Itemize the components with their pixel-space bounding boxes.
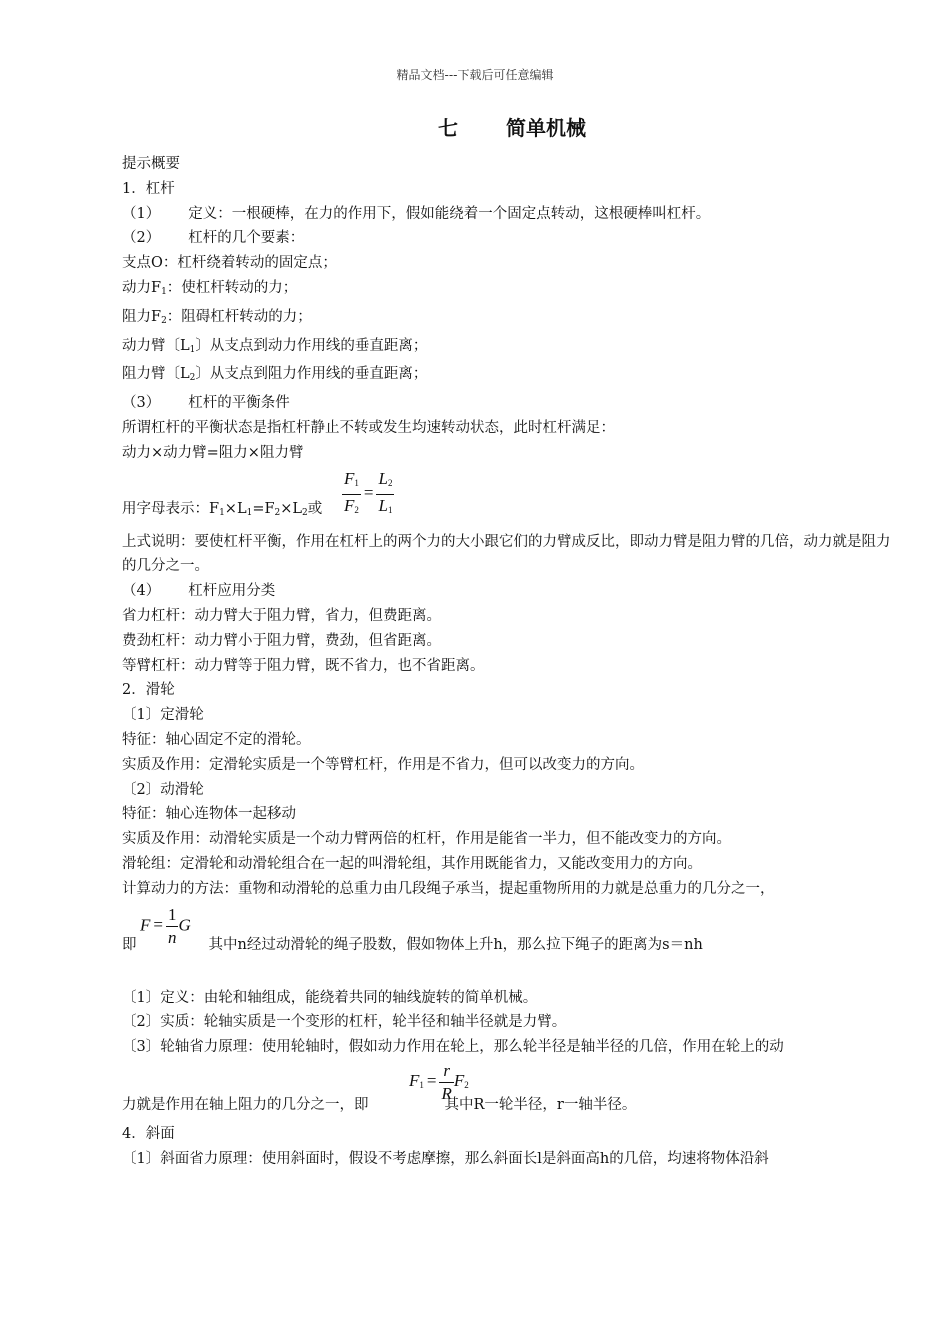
balance-condition-heading: （3） 杠杆的平衡条件 xyxy=(122,395,290,412)
incline-principle: 〔1〕斜面省力原理：使用斜面时，假设不考虑摩擦，那么斜面长l是斜面高h的几倍，均速将物体沿斜 xyxy=(122,1150,769,1167)
pulley-formula: F = $\frac{1}{n}$ G xyxy=(140,904,191,947)
pulley-block-text: 滑轮组：定滑轮和动滑轮组合在一起的叫滑轮组，其作用既能省力，又能改变用力的方向。 xyxy=(122,855,702,872)
balance-equation-text: 动力×动力臂=阻力×阻力臂 xyxy=(122,444,304,461)
page-title xyxy=(0,112,950,141)
equal-arm-lever: 等臂杠杆：动力臂等于阻力臂，既不省力，也不省距离。 xyxy=(122,657,485,674)
movable-pulley-feature: 特征：轴心连物体一起移动 xyxy=(122,806,296,823)
page-header: 精品文档---下载后可任意编辑 xyxy=(396,68,554,82)
pulley-formula-line: 即 其中n经过动滑轮的绳子股数，假如物体上升h，那么拉下绳子的距离为s＝nh F = $\frac{1}{n}$ G xyxy=(122,904,703,953)
lever-formula-line: 用字母表示：$F_1\times L_1=F_2\times L_2$或 $\frac{F_1}{F_2}$ = $\frac{L_2}{L_1}$ xyxy=(122,466,892,530)
heading-lever: 1．杠杆 xyxy=(122,180,175,197)
lever-classification-heading: （4） 杠杆应用分类 xyxy=(122,583,276,600)
chapter-title: 简单机械 xyxy=(506,116,586,140)
lever-explanation: 上式说明：要使杠杆平衡，作用在杠杆上的两个力的大小跟它们的力臂成反比，即动力臂是阻力臂的几倍，动力就是阻力的几分之一。 xyxy=(122,533,891,575)
fixed-pulley-essence: 实质及作用：定滑轮实质是一个等臂杠杆，作用是不省力，但可以改变力的方向。 xyxy=(122,756,644,773)
balance-state-text: 所谓杠杆的平衡状态是指杠杆静止不转或发生均速转动状态，此时杠杆满足： xyxy=(122,419,615,436)
movable-pulley-essence: 实质及作用：动滑轮实质是一个动力臂两倍的杠杆，作用是能省一半力，但不能改变力的方向。 xyxy=(122,831,731,848)
wheel-axle-formula-line: 力就是作用在轴上阻力的几分之一，即 其中R一轮半径，r一轴半径。 $F_1$ = $\frac{r}{R}$ $F_2$ xyxy=(122,1060,637,1114)
movable-pulley-heading: 〔2〕动滑轮 xyxy=(122,781,204,798)
force-costing-lever: 费劲杠杆：动力臂小于阻力臂，费劲，但省距离。 xyxy=(122,632,441,649)
heading-incline: 4．斜面 xyxy=(122,1125,175,1142)
fulcrum-text: 支点O：杠杆绕着转动的固定点； xyxy=(122,255,337,272)
effort-force-text: 动力$F_1$：使杠杆转动的力； xyxy=(122,279,298,297)
document-body xyxy=(122,152,892,1172)
fixed-pulley-heading: 〔1〕定滑轮 xyxy=(122,707,204,724)
effort-calc-method: 计算动力的方法：重物和动滑轮的总重力由几段绳子承当，提起重物所用的力就是总重力的几分之一， xyxy=(122,880,775,897)
section-summary: 提示概要 xyxy=(122,156,180,172)
lever-definition: （1） 定义：一根硬棒，在力的作用下，假如能绕着一个固定点转动，这根硬棒叫杠杆。 xyxy=(122,205,711,222)
fixed-pulley-feature: 特征：轴心固定不定的滑轮。 xyxy=(122,731,311,748)
heading-pulley: 2．滑轮 xyxy=(122,682,175,699)
lever-elements-heading: （2） 杠杆的几个要素： xyxy=(122,230,305,247)
force-saving-lever: 省力杠杆：动力臂大于阻力臂，省力，但费距离。 xyxy=(122,607,441,624)
wheel-axle-essence: 〔2〕实质：轮轴实质是一个变形的杠杆，轮半径和轴半径就是力臂。 xyxy=(122,1014,567,1031)
effort-arm-text: 动力臂〔$L_1$〕从支点到动力作用线的垂直距离； xyxy=(122,337,428,355)
wheel-axle-definition: 〔1〕定义：由轮和轴组成，能绕着共同的轴线旋转的简单机械。 xyxy=(122,989,538,1006)
resistance-arm-text: 阻力臂〔$L_2$〕从支点到阻力作用线的垂直距离； xyxy=(122,366,428,384)
wheel-axle-formula: $F_1$ = $\frac{r}{R}$ $F_2$ xyxy=(409,1060,469,1103)
resistance-force-text: 阻力$F_2$：阻碍杠杆转动的力； xyxy=(122,308,312,326)
wheel-axle-principle: 〔3〕轮轴省力原理：使用轮轴时，假如动力作用在轮上，那么轮半径是轴半径的几倍，作用在轮上的动 xyxy=(122,1039,784,1056)
lever-ratio-formula: $\frac{F_1}{F_2}$ = $\frac{L_2}{L_1}$ xyxy=(344,468,393,515)
chapter-number: 七 xyxy=(438,116,458,140)
